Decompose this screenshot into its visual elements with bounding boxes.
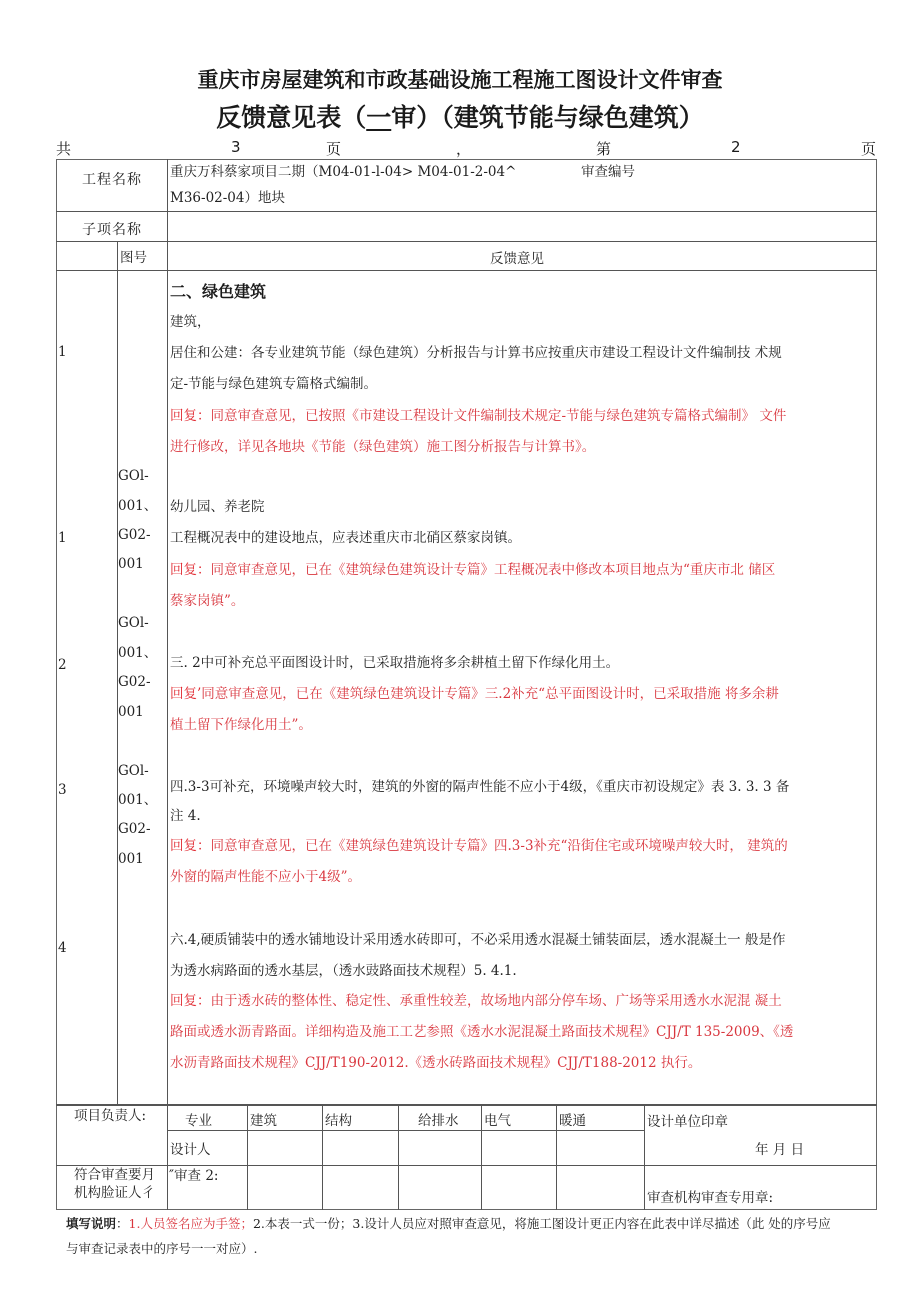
comment-line: 建筑， bbox=[170, 314, 211, 330]
drawing-number: 001、 bbox=[118, 645, 158, 661]
col-divider bbox=[322, 1104, 323, 1210]
fill-instructions-line2: 与审查记录表中的序号一一对应）. bbox=[66, 1241, 258, 1256]
item-number: 1 bbox=[58, 530, 67, 546]
document-title-line2 bbox=[0, 98, 920, 134]
comment-line: 四.3-3可补充，环境噪声较大时，建筑的外窗的隔声性能不应小于4级，《重庆市初设规定》表 3. 3. 3 备 bbox=[170, 779, 790, 795]
reply-line: 外窗的隔声性能不应小于4级”。 bbox=[170, 869, 361, 885]
discipline-electrical: 电气 bbox=[484, 1113, 511, 1129]
title-part-a: 反馈意见表（ bbox=[216, 103, 367, 132]
drawing-number: 001 bbox=[118, 851, 144, 867]
reply-line: 路面或透水沥青路面。详细构造及施工工艺参照《透水水泥混凝土路面技术规程》CJJ/T 135-2009、《透 bbox=[170, 1024, 794, 1040]
compliance-label-line1: 符合审查要月 bbox=[74, 1167, 155, 1183]
reply-line bbox=[170, 408, 786, 424]
reply-line bbox=[170, 993, 782, 1009]
page-indicator bbox=[56, 138, 876, 158]
title-part-b: 审）（建筑节能与绿色建筑） bbox=[391, 103, 704, 132]
comment-line: 定-节能与绿色建筑专篇格式编制。 bbox=[170, 376, 378, 392]
col-divider bbox=[481, 1104, 482, 1210]
page-total-suffix: 页 bbox=[326, 140, 342, 158]
reply-line bbox=[170, 686, 779, 702]
drawing-number: G02- bbox=[118, 527, 151, 543]
discipline-structure: 结构 bbox=[325, 1113, 352, 1129]
design-seal-label: 设计单位印章 bbox=[647, 1114, 728, 1130]
project-name-label: 工程名称 bbox=[82, 172, 142, 188]
reply-text: 同意审查意见，已在《建筑绿色建筑设计专篇》工程概况表中修改本项目地点为“重庆市北 储区 bbox=[210, 562, 776, 578]
feedback-header: 反馈意见 bbox=[490, 251, 544, 267]
drawing-number: 001 bbox=[118, 704, 144, 720]
col-divider bbox=[398, 1104, 399, 1210]
reply-text: 同意审查意见，已按照《市建设工程设计文件编制技术规定-节能与绿色建筑专篇格式编制》 文件 bbox=[210, 408, 787, 424]
item-number: 3 bbox=[58, 782, 67, 798]
review-number-label: 审查编号 bbox=[581, 164, 635, 180]
item-number: 1 bbox=[58, 344, 67, 360]
reply-label: 回复： bbox=[170, 993, 211, 1009]
review-seal-label: 审查机构审查专用章: bbox=[647, 1190, 774, 1206]
reply-text: 同意审查意见，已在《建筑绿色建筑设计专篇》三.2补充“总平面图设计时，已采取措施 将多余耕 bbox=[201, 686, 779, 702]
drawing-number: GOl- bbox=[118, 763, 149, 779]
col-divider bbox=[556, 1104, 557, 1210]
reply-label: 回复’ bbox=[170, 686, 202, 702]
compliance-label-line2: 机构脸证人彳 bbox=[74, 1185, 155, 1201]
reply-line: 植土留下作绿化用土”。 bbox=[170, 717, 312, 733]
discipline-hvac: 暖通 bbox=[559, 1113, 586, 1129]
row-divider bbox=[56, 241, 877, 242]
comment-line: 注 4. bbox=[170, 808, 201, 824]
drawing-number: 001 bbox=[118, 556, 144, 572]
reply-label: 回复： bbox=[170, 408, 211, 424]
fill-instructions bbox=[66, 1216, 831, 1232]
page-total-prefix: 共 bbox=[56, 140, 72, 158]
reply-text: 同意审查意见，已在《建筑绿色建筑设计专篇》四.3-3补充“沿街住宅或环境噪声较大时， 建筑的 bbox=[210, 838, 788, 854]
col-divider bbox=[644, 1104, 645, 1210]
drawing-number: GOl- bbox=[118, 468, 149, 484]
reply-line bbox=[170, 562, 775, 578]
project-name-value-line2: M36-02-04）地块 bbox=[170, 190, 285, 206]
project-lead-label: 项目负责人: bbox=[74, 1108, 147, 1124]
reply-text: 由于透水砖的整体性、稳定性、承重性较差，故场地内部分停车场、广场等采用透水水泥混 凝土 bbox=[210, 993, 782, 1009]
item-number: 4 bbox=[58, 940, 67, 956]
page-current-suffix: 页 bbox=[861, 140, 877, 158]
designer-label: 设计人 bbox=[170, 1142, 211, 1158]
reply-line: 水沥青路面技术规程》CJJ/T190-2012.《透水砖路面技术规程》CJJ/T188-2012 执行。 bbox=[170, 1055, 702, 1071]
reply-label: 回复： bbox=[170, 838, 211, 854]
drawing-number: G02- bbox=[118, 821, 151, 837]
row-divider bbox=[56, 211, 877, 212]
row-divider bbox=[56, 1104, 877, 1106]
notes-colon: ： bbox=[116, 1216, 129, 1231]
page-total: 3 bbox=[231, 138, 241, 156]
page-current-prefix: 第 bbox=[596, 140, 612, 158]
drawing-number: 001、 bbox=[118, 498, 158, 514]
col-divider bbox=[247, 1104, 248, 1210]
item-number: 2 bbox=[58, 657, 67, 673]
discipline-label: 专业 bbox=[185, 1113, 212, 1129]
reply-line: 蔡家岗镇”。 bbox=[170, 593, 245, 609]
reply-label: 回复： bbox=[170, 562, 211, 578]
discipline-architecture: 建筑 bbox=[250, 1113, 277, 1129]
project-name-value-line1: 重庆万科蔡家项目二期（M04-01-l-04> M04-01-2-04^ bbox=[170, 164, 517, 180]
col-divider bbox=[117, 241, 118, 1105]
drawing-no-header: 图号 bbox=[120, 250, 147, 266]
reply-line bbox=[170, 838, 788, 854]
notes-items-2-3: 2.本表一式一份；3.设计人员应对照审查意见，将施工图设计更正内容在此表中详尽描述（此 处的序号应 bbox=[252, 1216, 831, 1231]
title-review-round: 一 bbox=[366, 103, 392, 132]
notes-item1: 1.人员签名应为手签； bbox=[128, 1216, 253, 1231]
comment-line: 为透水病路面的透水基层，（透水豉路面技术规程）5. 4.1. bbox=[170, 963, 517, 979]
drawing-number: GOl- bbox=[118, 615, 149, 631]
comment-line: 六.4,硬质铺装中的透水铺地设计采用透水砖即可，不必采用透水混凝土铺装面层，透水混凝土一 般是作 bbox=[170, 932, 786, 948]
drawing-number: G02- bbox=[118, 674, 151, 690]
reply-line: 进行修改，详见各地块《节能（绿色建筑）施工图分析报告与计算书》。 bbox=[170, 439, 596, 455]
subitem-name-label: 子项名称 bbox=[82, 222, 142, 238]
document-title-line1: 重庆市房屋建筑和市政基础设施工程施工图设计文件审查 bbox=[197, 68, 723, 92]
drawing-number: 001、 bbox=[118, 792, 158, 808]
discipline-plumbing: 给排水 bbox=[418, 1113, 459, 1129]
comment-line: 三. 2中可补充总平面图设计时，已采取措施将多余耕植土留下作绿化用土。 bbox=[170, 655, 620, 671]
row-divider bbox=[56, 270, 877, 271]
page-current: 2 bbox=[731, 138, 741, 156]
section-heading: 二、绿色建筑 bbox=[170, 282, 267, 301]
review-label: ″审查 2: bbox=[169, 1168, 219, 1184]
notes-label: 填写说明 bbox=[66, 1216, 117, 1231]
comment-line: 幼儿园、养老院 bbox=[170, 499, 265, 515]
col-divider bbox=[167, 159, 168, 1210]
comment-line: 工程概况表中的建设地点，应表述重庆市北硝区蔡家岗镇。 bbox=[170, 530, 521, 546]
comment-line: 居住和公建：各专业建筑节能（绿色建筑）分析报告与计算书应按重庆市建设工程设计文件编制技 术规 bbox=[170, 345, 782, 361]
row-divider bbox=[167, 1130, 644, 1131]
date-label: 年 月 日 bbox=[755, 1142, 805, 1158]
row-divider bbox=[56, 1165, 877, 1166]
page-separator: ， bbox=[456, 140, 472, 158]
